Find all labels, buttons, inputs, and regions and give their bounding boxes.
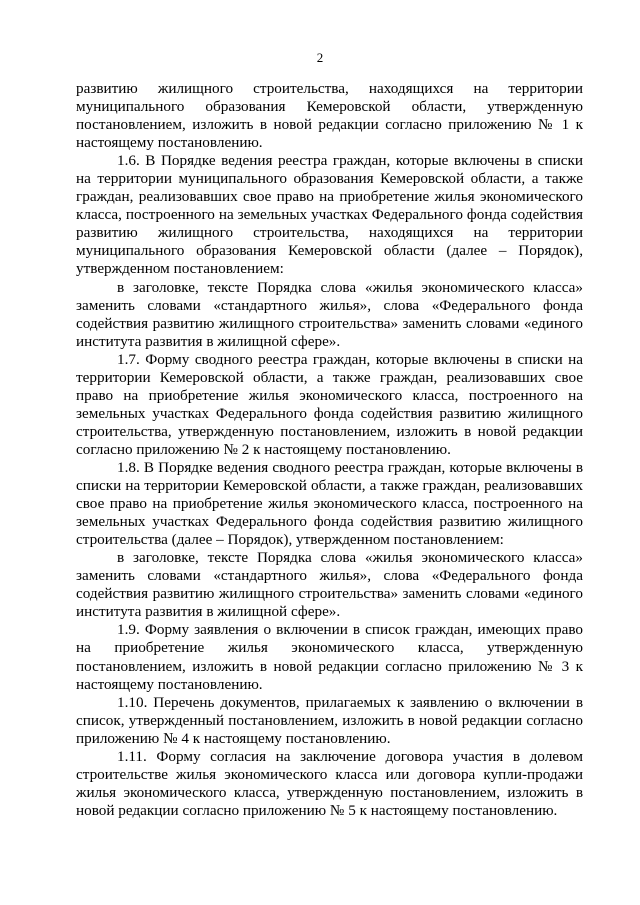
paragraph-1-6: 1.6. В Порядке ведения реестра граждан, которые включены в списки на территории муниципального образования Кемеровской области, а также граждан, реализовавших свое право на приобретение жилья экономического класса, построенного на земельных участках Федерального фонда содействия развитию жилищного строительства, находящихся на территории муниципального образования Кемеровской области (далее – Порядок), утвержденном постановлением:: [76, 152, 583, 278]
paragraph-continuation: развитию жилищного строительства, находящихся на территории муниципального образования Кемеровской области, утвержденную постановлением, изложить в новой редакции согласно приложению № 1 к настоящему постановлению.: [76, 80, 583, 152]
page-number: 2: [316, 50, 324, 65]
paragraph-1-11: 1.11. Форму согласия на заключение договора участия в долевом строительстве жилья экономического класса или договора купли-продажи жилья экономического класса, утвержденную постановлением, изложить в новой редакции согласно приложению № 5 к настоящему постановлению.: [76, 747, 583, 819]
paragraph-1-8-amendment: в заголовке, тексте Порядка слова «жилья экономического класса» заменить словами «стандартного жилья», слова «Федерального фонда содействия развитию жилищного строительства» заменить словами «единого института развития в жилищной сфере».: [76, 549, 583, 621]
document-body: [76, 80, 583, 820]
paragraph-1-9: 1.9. Форму заявления о включении в список граждан, имеющих право на приобретение жилья экономического класса, утвержденную постановлением, изложить в новой редакции согласно приложению № 3 к настоящему постановлению.: [76, 621, 583, 693]
paragraph-1-10: 1.10. Перечень документов, прилагаемых к заявлению о включении в список, утвержденный постановлением, изложить в новой редакции согласно приложению № 4 к настоящему постановлению.: [76, 693, 583, 747]
paragraph-1-8: 1.8. В Порядке ведения сводного реестра граждан, которые включены в списки на территории Кемеровской области, а также граждан, реализовавших свое право на приобретение жилья экономического класса, построенного на земельных участках Федерального фонда содействия развитию жилищного строительства (далее – Порядок), утвержденном постановлением:: [76, 458, 583, 549]
paragraph-1-7: 1.7. Форму сводного реестра граждан, которые включены в списки на территории Кемеровской области, а также граждан, реализовавших свое право на приобретение жилья экономического класса, построенного на земельных участках Федерального фонда содействия развитию жилищного строительства, утвержденную постановлением, изложить в новой редакции согласно приложению № 2 к настоящему постановлению.: [76, 350, 583, 458]
paragraph-1-6-amendment: в заголовке, тексте Порядка слова «жилья экономического класса» заменить словами «стандартного жилья», слова «Федерального фонда содействия развитию жилищного строительства» заменить словами «единого института развития в жилищной сфере».: [76, 278, 583, 350]
